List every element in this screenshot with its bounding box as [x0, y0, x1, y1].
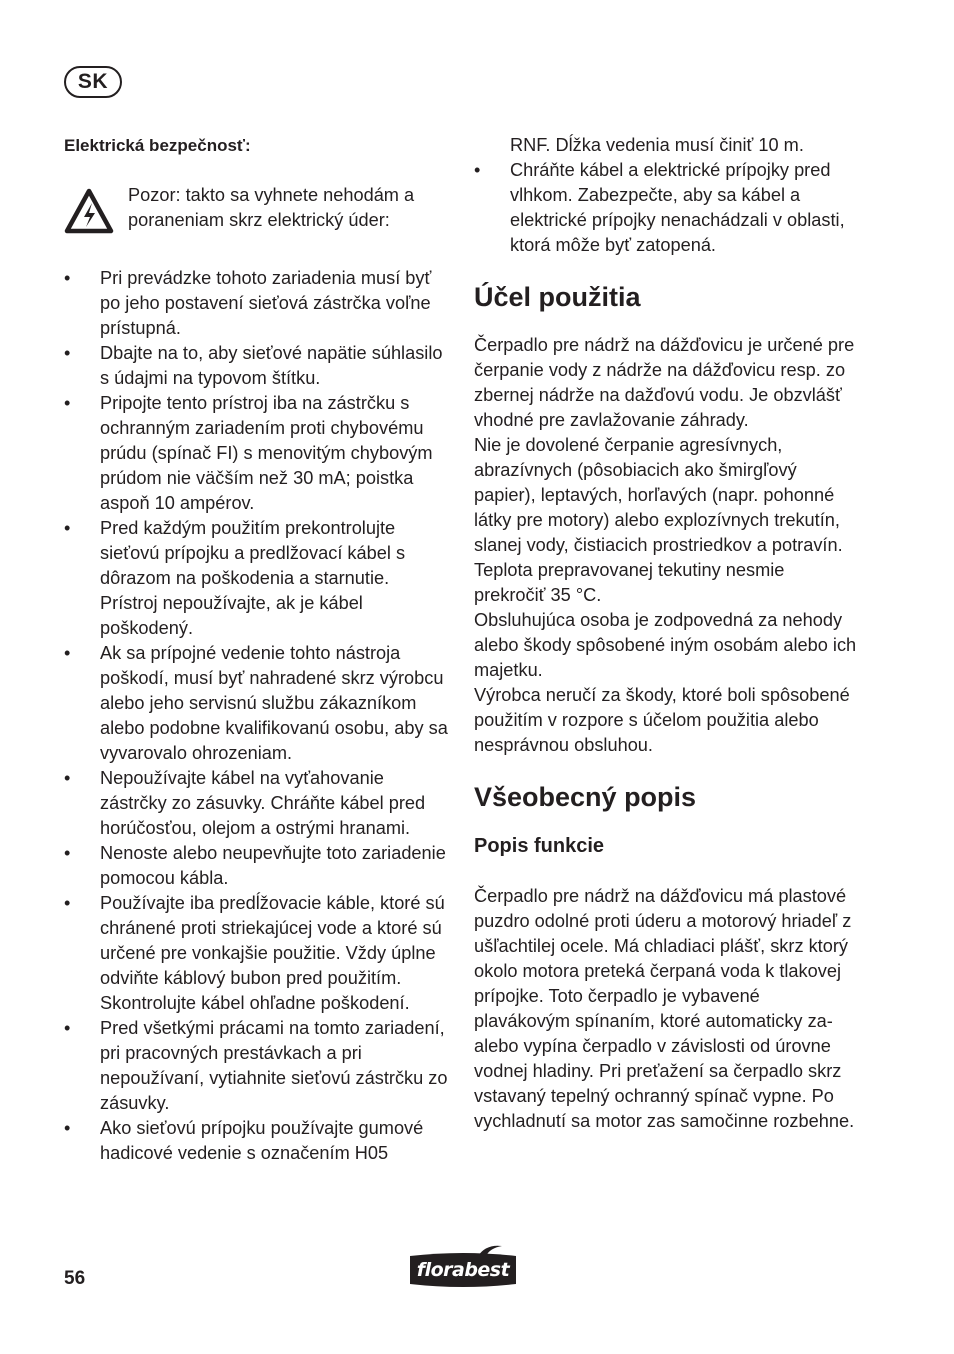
safety-list-continued [474, 158, 860, 258]
function-description-heading: Popis funkcie [474, 835, 605, 857]
list-item: • Pri prevádzke tohoto zariadenia musí byť po jeho postavení sieťová zástrčka voľne prístupná. [64, 266, 450, 341]
left-column [64, 133, 450, 1166]
list-item: • Pred všetkými prácami na tomto zariadení, pri pracovných prestávkach a pri nepoužívaní, vytiahnite sieťovú zástrčku zo zásuvky. [64, 1016, 450, 1116]
electric-warning-icon [64, 188, 114, 234]
electrical-safety-heading: Elektrická bezpečnosť: [64, 136, 251, 155]
right-column [474, 133, 860, 1134]
list-item: • Ako sieťovú prípojku používajte gumové hadicové vedenie s označením H05 [64, 1116, 450, 1166]
list-item: • Chráňte kábel a elektrické prípojky pred vlhkom. Zabezpečte, aby sa kábel a elektrické prípojky nenachádzali v oblasti, ktorá môže byť zatopená. [474, 158, 860, 258]
list-item: • Ak sa prípojné vedenie tohto nástroja poškodí, musí byť nahradené skrz výrobcu alebo jeho servisnú službu zákazníkom alebo podobne kvalifikovanú osobu, aby sa vyvarovalo ohrozeniam. [64, 641, 450, 766]
list-item: • Pred každým použitím prekontrolujte sieťovú prípojku a predlžovací kábel s dôrazom na poškodenia a starnutie. Prístroj nepoužívajte, ak je kábel poškodený. [64, 516, 450, 641]
list-item: • Nenoste alebo neupevňujte toto zariadenie pomocou kábla. [64, 841, 450, 891]
language-badge: SK [64, 66, 122, 98]
intended-use-heading: Účel použitia [474, 282, 641, 312]
safety-list [64, 266, 450, 1166]
list-item: • Používajte iba predĺžovacie káble, ktoré sú chránené proti striekajúcej vode a ktoré sú určené pre vonkajšie použitie. Vždy úplne odviňte káblový bubon pred použitím. Skontrolujte kábel ohľadne poškodení. [64, 891, 450, 1016]
warning-text: Pozor: takto sa vyhnete nehodám a poraneniam skrz elektrický úder: [128, 185, 415, 230]
paragraph: Čerpadlo pre nádrž na dážďovicu je určené pre čerpanie vody z nádrže na dážďovicu resp. zo zbernej nádrže na dažďovú vodu. Je obzvlášť vhodné pre zavlažovanie záhrady. [474, 335, 855, 430]
list-item: • Dbajte na to, aby sieťové napätie súhlasilo s údajmi na typovom štítku. [64, 341, 450, 391]
list-continuation: RNF. Dĺžka vedenia musí činiť 10 m. [510, 135, 804, 155]
paragraph: Čerpadlo pre nádrž na dážďovicu má plastové puzdro odolné proti úderu a motorový hriadeľ z ušľachtilej ocele. Má chladiaci plášť, skrz ktorý okolo motora preteká čerpaná voda k tlakovej prípojke. Toto čerpadlo je vybavené plavákovým spínaním, ktoré automaticky za- alebo vypína čerpadlo v závislosti od úrovne vodnej hladiny. Pri preťažení sa čerpadlo skrz vstavaný tepelný ochranný spínač vypne. Po vychladnutí sa motor zas samočinne rozbehne. [474, 886, 855, 1131]
paragraph: Nie je dovolené čerpanie agresívnych, abrazívnych (pôsobiacich ako šmirgľový papier), leptavých, horľavých (napr. pohonné látky pre motory) alebo explozívnych trekutín, slanej vody, čistiacich prostriedkov a potravín. Teplota prepravovanej tekutiny nesmie prekročiť 35 °C. [474, 435, 843, 605]
page-number: 56 [64, 1268, 86, 1289]
list-item: • Pripojte tento prístroj iba na zástrčku s ochranným zariadením proti chybovému prúdu (spínač FI) s menovitým chybovým prúdom nie väčším než 30 mA; poistka aspoň 10 ampérov. [64, 391, 450, 516]
general-description-heading: Všeobecný popis [474, 782, 697, 812]
paragraph: Výrobca neručí za škody, ktoré boli spôsobené použitím v rozpore s účelom použitia alebo nesprávnou obsluhou. [474, 685, 850, 755]
list-item: • Nepoužívajte kábel na vyťahovanie zástrčky zo zásuvky. Chráňte kábel pred horúčosťou, olejom a ostrými hranami. [64, 766, 450, 841]
paragraph: Obsluhujúca osoba je zodpovedná za nehody alebo škody spôsobené iným osobám alebo ich majetku. [474, 610, 857, 680]
logo-text: florabest [416, 1259, 510, 1281]
warning-block [64, 183, 450, 255]
brand-logo [406, 1244, 520, 1290]
